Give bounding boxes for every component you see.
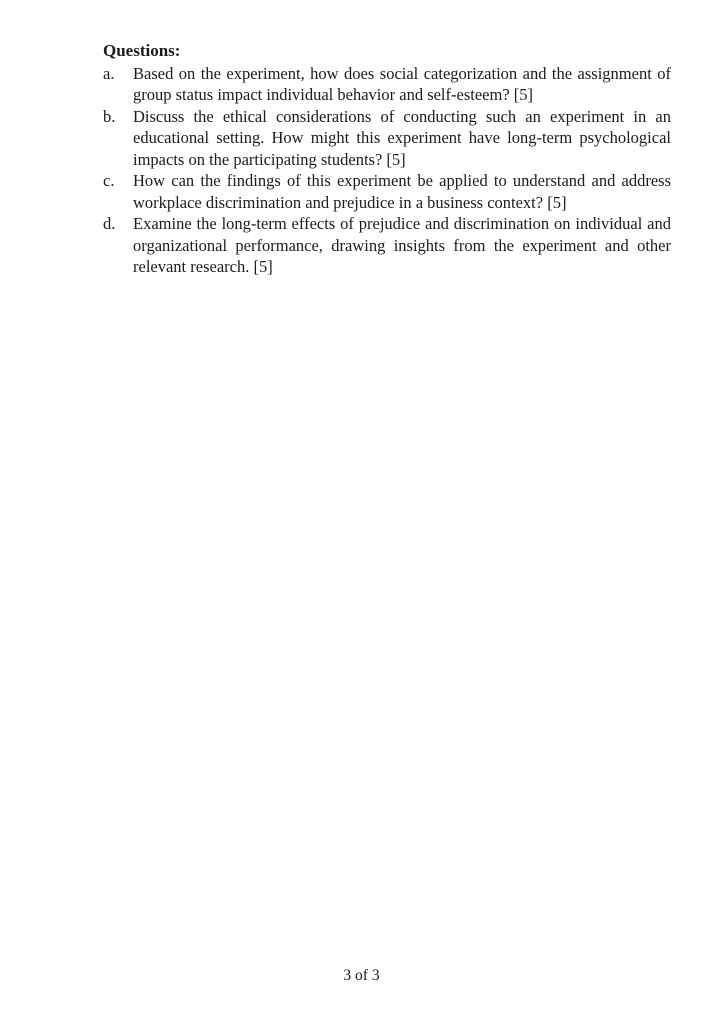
- page-content: [103, 40, 671, 278]
- page-number: 3 of 3: [343, 967, 380, 984]
- question-item-a: [103, 63, 671, 106]
- question-text: Discuss the ethical considerations of conducting such an experiment in an educational setting. How might this experiment have long-term psychological impacts on the participating students? [5]: [133, 106, 671, 169]
- question-item-c: [103, 170, 671, 213]
- question-label: d.: [103, 214, 116, 233]
- question-text: Examine the long-term effects of prejudice and discrimination on individual and organizational performance, drawing insights from the experiment and other relevant research. [5]: [133, 214, 671, 276]
- question-item-b: [103, 106, 671, 171]
- question-label: c.: [103, 171, 115, 190]
- page-footer: [0, 966, 723, 986]
- question-label: a.: [103, 63, 115, 83]
- question-text: Based on the experiment, how does social categorization and the assignment of group status impact individual behavior and self-esteem? [5]: [133, 63, 671, 104]
- question-item-d: [103, 213, 671, 278]
- question-text: How can the findings of this experiment be applied to understand and address workplace discrimination and prejudice in a business context? [5]: [133, 171, 671, 212]
- question-label: b.: [103, 106, 116, 126]
- question-list: [103, 63, 671, 278]
- questions-heading: Questions:: [103, 41, 181, 60]
